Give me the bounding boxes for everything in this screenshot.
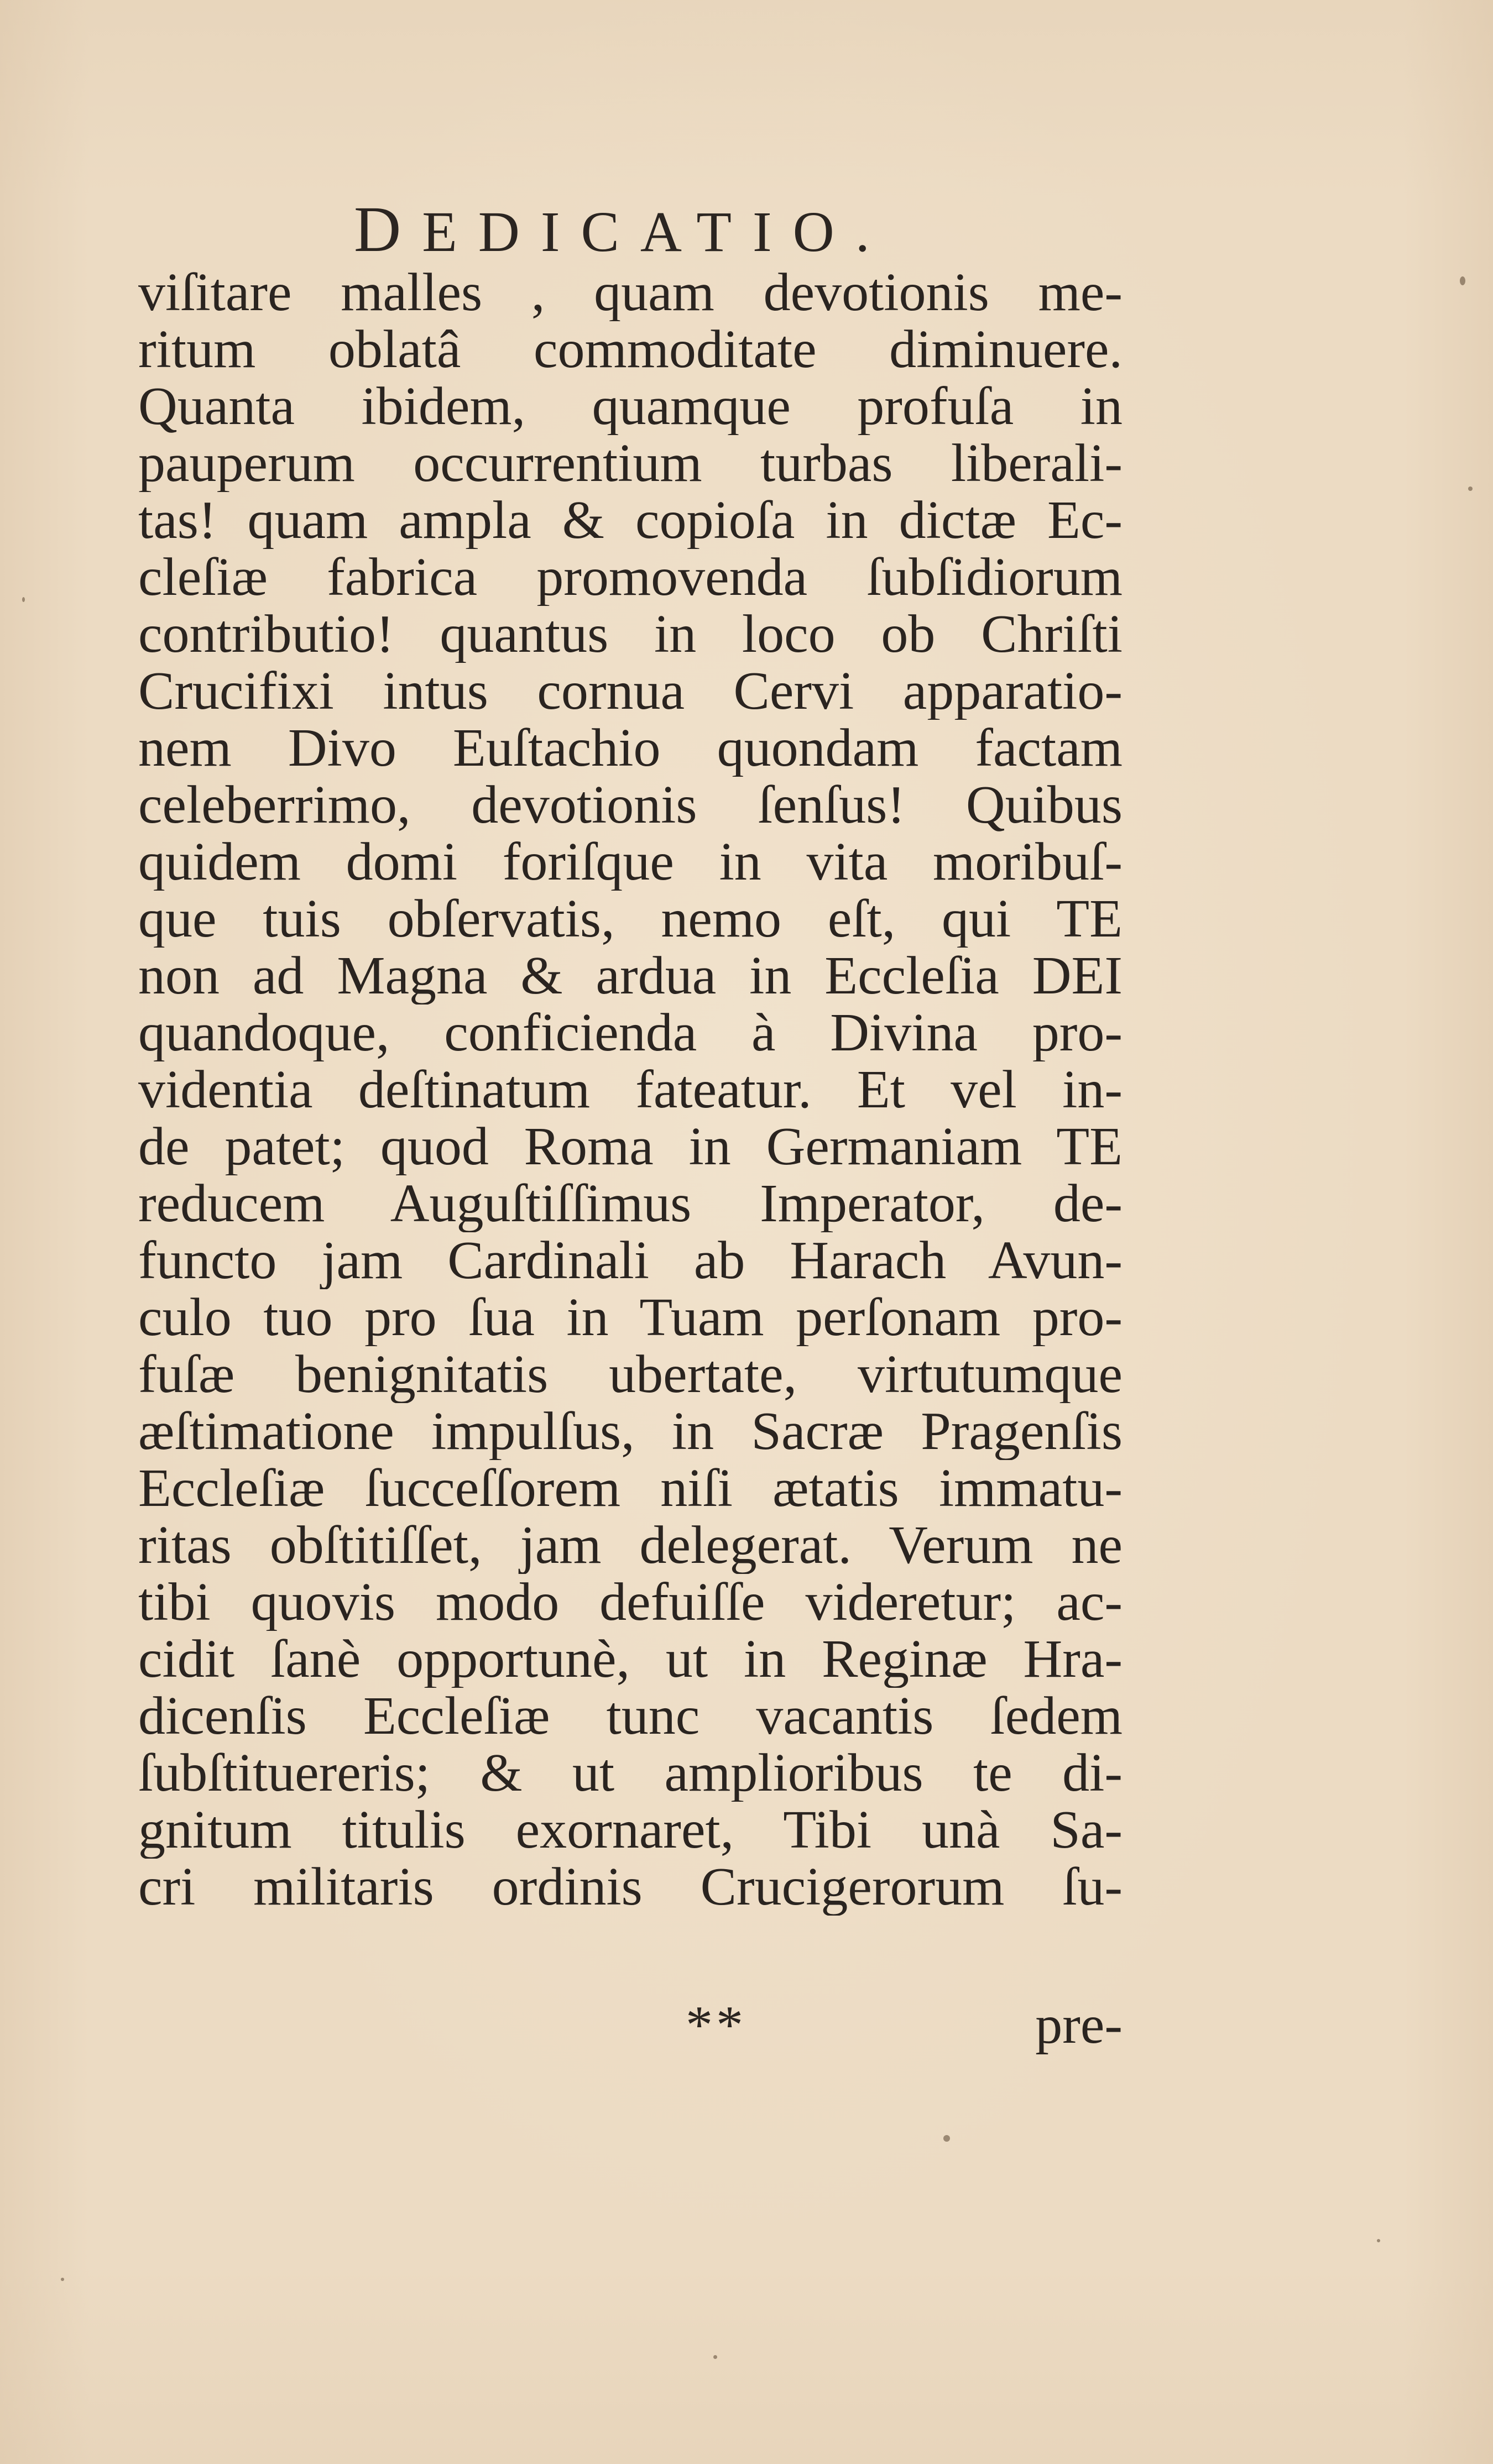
- text-line: fuſæ benignitatis ubertate, virtutumque: [138, 1346, 1123, 1403]
- text-line: functo jam Cardinali ab Harach Avun-: [138, 1232, 1123, 1289]
- paper-speck: [1460, 276, 1465, 285]
- catchword: pre-: [1035, 1995, 1123, 2055]
- text-line: dicenſis Eccleſiæ tunc vacantis ſedem: [138, 1688, 1123, 1745]
- text-line: non ad Magna & ardua in Eccleſia DEI: [138, 948, 1123, 1005]
- paper-speck: [1468, 486, 1473, 491]
- text-line: celeberrimo, devotionis ſenſus! Quibus: [138, 777, 1123, 834]
- signature-mark: **: [686, 1995, 746, 2055]
- text-line: videntia deſtinatum fateatur. Et vel in-: [138, 1061, 1123, 1118]
- text-line: gnitum titulis exornaret, Tibi unà Sa-: [138, 1802, 1123, 1859]
- text-line: cleſiæ fabrica promovenda ſubſidiorum: [138, 549, 1123, 606]
- text-line: pauperum occurrentium turbas liberali-: [138, 435, 1123, 492]
- text-line: ritum oblatâ commoditate diminuere.: [138, 321, 1123, 378]
- paper-speck: [22, 597, 25, 602]
- text-line: cri militaris ordinis Crucigerorum ſu-: [138, 1859, 1123, 1916]
- text-line: Crucifixi intus cornua Cervi apparatio-: [138, 663, 1123, 720]
- text-line: tibi quovis modo defuiſſe videretur; ac-: [138, 1574, 1123, 1631]
- text-line: ſubſtituereris; & ut amplioribus te di-: [138, 1745, 1123, 1802]
- text-line: quidem domi foriſque in vita moribuſ-: [138, 834, 1123, 891]
- text-line: cidit ſanè opportunè, ut in Reginæ Hra-: [138, 1631, 1123, 1688]
- paper-speck: [713, 2355, 717, 2359]
- text-line: æſtimatione impulſus, in Sacræ Pragenſis: [138, 1403, 1123, 1460]
- text-line: Eccleſiæ ſucceſſorem niſi ætatis immatu-: [138, 1460, 1123, 1517]
- running-header: [354, 193, 962, 265]
- text-line: viſitare malles , quam devotionis me-: [138, 264, 1123, 321]
- text-line: reducem Auguſtiſſimus Imperator, de-: [138, 1175, 1123, 1232]
- text-line: nem Divo Euſtachio quondam factam: [138, 720, 1123, 777]
- header-rest: EDICATIO.: [422, 200, 891, 264]
- text-line: quandoque, conficienda à Divina pro-: [138, 1005, 1123, 1061]
- body-text: [138, 264, 1123, 1916]
- header-initial: D: [354, 193, 422, 265]
- paper-speck: [1377, 2239, 1380, 2242]
- text-line: culo tuo pro ſua in Tuam perſonam pro-: [138, 1289, 1123, 1346]
- paper-speck: [943, 2135, 950, 2142]
- page-footer: [138, 1997, 1123, 2054]
- text-line: ritas obſtitiſſet, jam delegerat. Verum ne: [138, 1517, 1123, 1574]
- text-line: Quanta ibidem, quamque profuſa in: [138, 378, 1123, 435]
- text-line: contributio! quantus in loco ob Chriſti: [138, 606, 1123, 663]
- text-line: de patet; quod Roma in Germaniam TE: [138, 1118, 1123, 1175]
- text-line: tas! quam ampla & copioſa in dictæ Ec-: [138, 492, 1123, 549]
- paper-speck: [61, 2278, 64, 2281]
- text-line: que tuis obſervatis, nemo eſt, qui TE: [138, 891, 1123, 948]
